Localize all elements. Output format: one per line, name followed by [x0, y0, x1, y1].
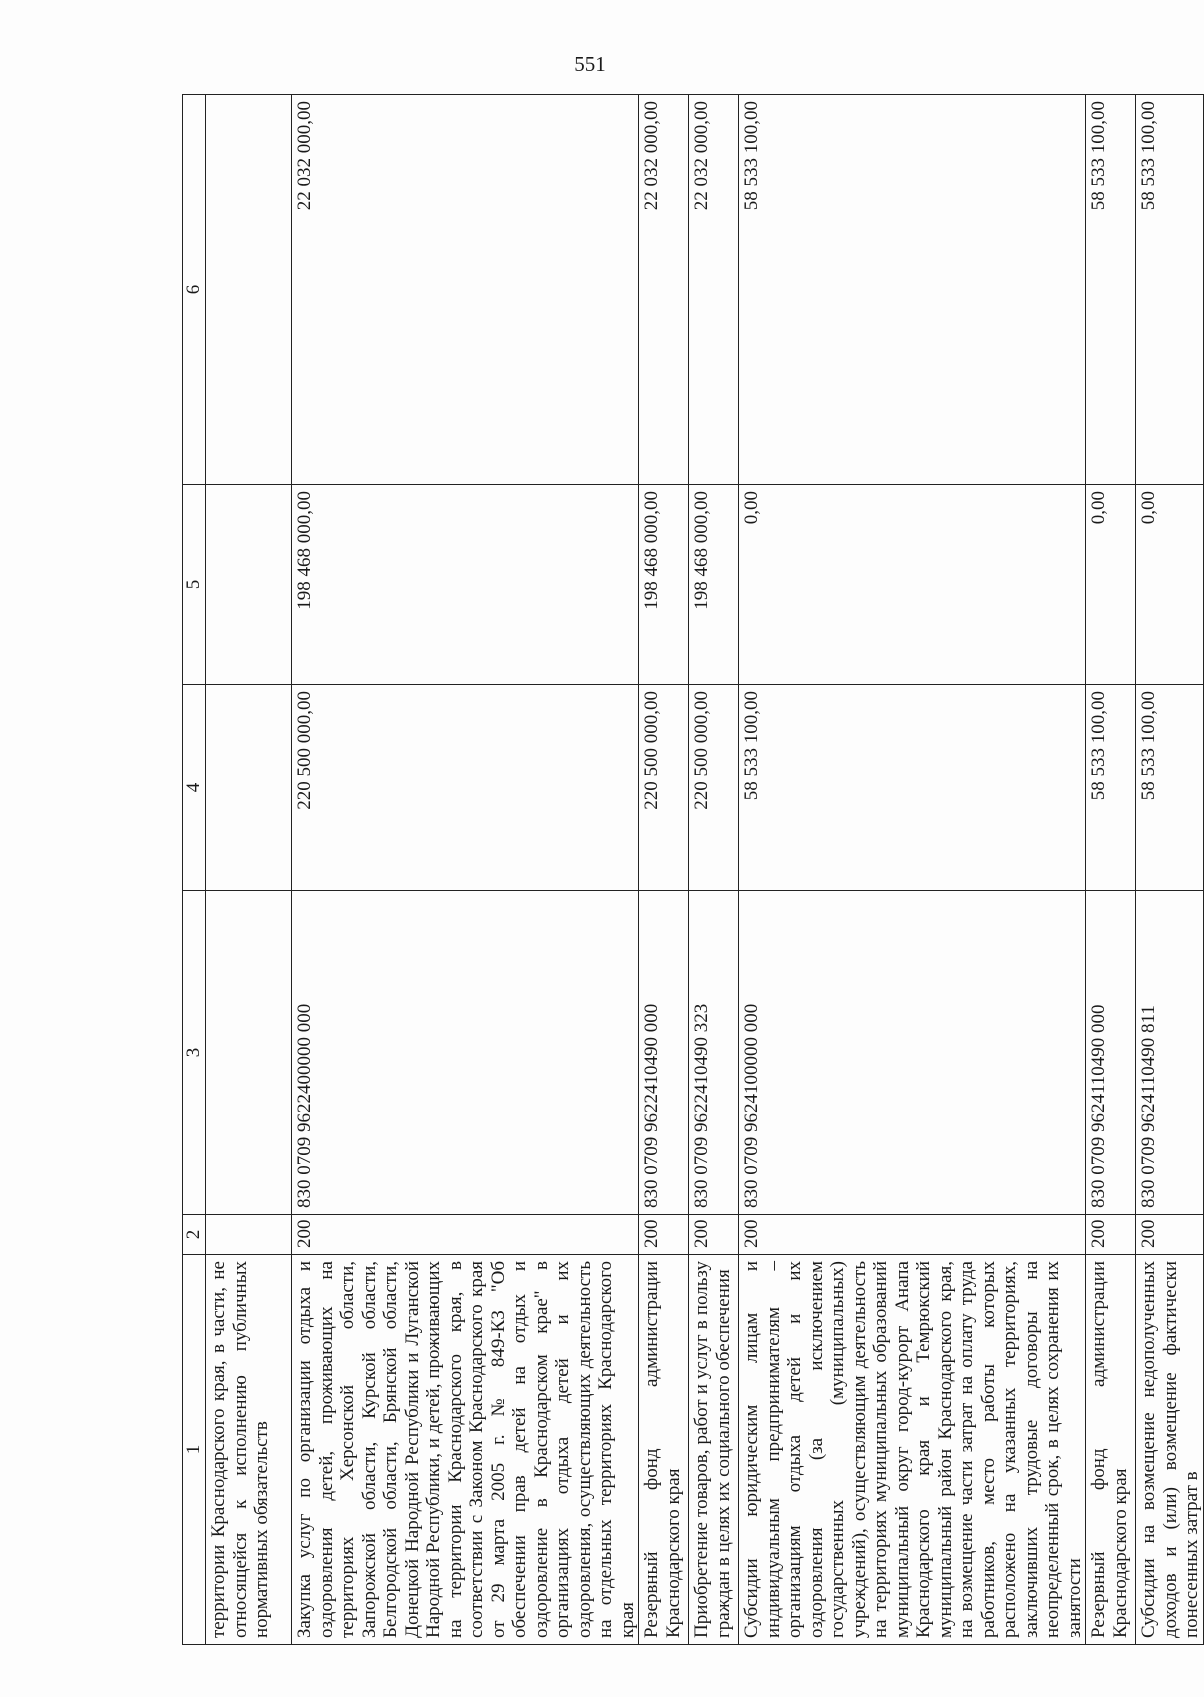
table-row	[689, 95, 739, 1645]
row-description: территории Краснодарского края, в части, не относящейся к исполнению публичных нормативных обязательств	[206, 1255, 292, 1645]
table-row	[1086, 95, 1136, 1645]
row-amount-4: 220 500 000,00	[639, 685, 689, 891]
row-amount-5: 198 468 000,00	[639, 485, 689, 685]
table-row	[1136, 95, 1204, 1645]
row-classification-code: 830 0709 9624110490 811	[1136, 891, 1204, 1215]
row-amount-6	[206, 95, 292, 485]
column-header: 5	[183, 485, 206, 685]
column-header: 6	[183, 95, 206, 485]
row-description: Приобретение товаров, работ и услуг в пользу граждан в целях их социального обеспечения	[689, 1255, 739, 1645]
table-header-row	[183, 95, 206, 1645]
row-amount-4	[206, 685, 292, 891]
row-amount-5: 198 468 000,00	[292, 485, 639, 685]
rotated-table-container	[182, 95, 1202, 1645]
row-amount-4: 220 500 000,00	[689, 685, 739, 891]
row-amount-5: 198 468 000,00	[689, 485, 739, 685]
table-row	[292, 95, 639, 1645]
row-code-2: 200	[292, 1215, 639, 1255]
row-code-2: 200	[1136, 1215, 1204, 1255]
row-description: Закупка услуг по организации отдыха и оздоровления детей, проживающих на территориях Херсонской области, Запорожской области, Курской области, Белгородской области, Брянской области, Донецкой Народной Республики и Луганской Народной Республики, и детей, проживающих на территории Краснодарского края, в соответствии с Законом Краснодарского края от 29 марта 2005 г. № 849-КЗ "Об обеспечении прав детей на отдых и оздоровление в Краснодарском крае" в организациях отдыха детей и их оздоровления, осуществляющих деятельность на отдельных территориях Краснодарского края	[292, 1255, 639, 1645]
table-row	[639, 95, 689, 1645]
row-amount-5	[206, 485, 292, 685]
column-header: 1	[183, 1255, 206, 1645]
row-amount-6: 22 032 000,00	[292, 95, 639, 485]
column-header: 2	[183, 1215, 206, 1255]
row-amount-6: 58 533 100,00	[1136, 95, 1204, 485]
row-classification-code: 830 0709 9622410490 323	[689, 891, 739, 1215]
row-code-2: 200	[739, 1215, 1086, 1255]
row-description: Резервный фонд администрации Краснодарского края	[639, 1255, 689, 1645]
row-description: Субсидии на возмещение недополученных доходов и (или) возмещение фактически понесенных затрат в	[1136, 1255, 1204, 1645]
row-amount-4: 220 500 000,00	[292, 685, 639, 891]
budget-table	[182, 94, 1204, 1645]
table-row	[206, 95, 292, 1645]
row-classification-code: 830 0709 9624100000 000	[739, 891, 1086, 1215]
row-amount-5: 0,00	[1136, 485, 1204, 685]
row-amount-5: 0,00	[739, 485, 1086, 685]
row-amount-4: 58 533 100,00	[1086, 685, 1136, 891]
row-amount-6: 22 032 000,00	[689, 95, 739, 485]
row-amount-4: 58 533 100,00	[1136, 685, 1204, 891]
row-code-2: 200	[689, 1215, 739, 1255]
row-description: Резервный фонд администрации Краснодарского края	[1086, 1255, 1136, 1645]
column-header: 3	[183, 891, 206, 1215]
row-description: Субсидии юридическим лицам и индивидуальным предпринимателям – организациям отдыха детей и их оздоровления (за исключением государственных (муниципальных) учреждений), осуществляющим деятельность на территориях муниципальных образований муниципальный округ город-курорт Анапа Краснодарского края и Темрюкский муниципальный район Краснодарского края, на возмещение части затрат на оплату труда работников, место работы которых расположено на указанных территориях, заключивших трудовые договоры на неопределенный срок, в целях сохранения их занятости	[739, 1255, 1086, 1645]
row-amount-5: 0,00	[1086, 485, 1136, 685]
table-row	[739, 95, 1086, 1645]
column-header: 4	[183, 685, 206, 891]
row-amount-6: 22 032 000,00	[639, 95, 689, 485]
row-amount-6: 58 533 100,00	[1086, 95, 1136, 485]
row-classification-code: 830 0709 9624110490 000	[1086, 891, 1136, 1215]
row-code-2: 200	[639, 1215, 689, 1255]
rotated-table-area	[182, 95, 1202, 1645]
page-number: 551	[574, 52, 606, 76]
row-classification-code: 830 0709 9622410490 000	[639, 891, 689, 1215]
row-amount-6: 58 533 100,00	[739, 95, 1086, 485]
row-classification-code: 830 0709 9622400000 000	[292, 891, 639, 1215]
row-code-2: 200	[1086, 1215, 1136, 1255]
row-code-2	[206, 1215, 292, 1255]
row-amount-4: 58 533 100,00	[739, 685, 1086, 891]
row-classification-code	[206, 891, 292, 1215]
